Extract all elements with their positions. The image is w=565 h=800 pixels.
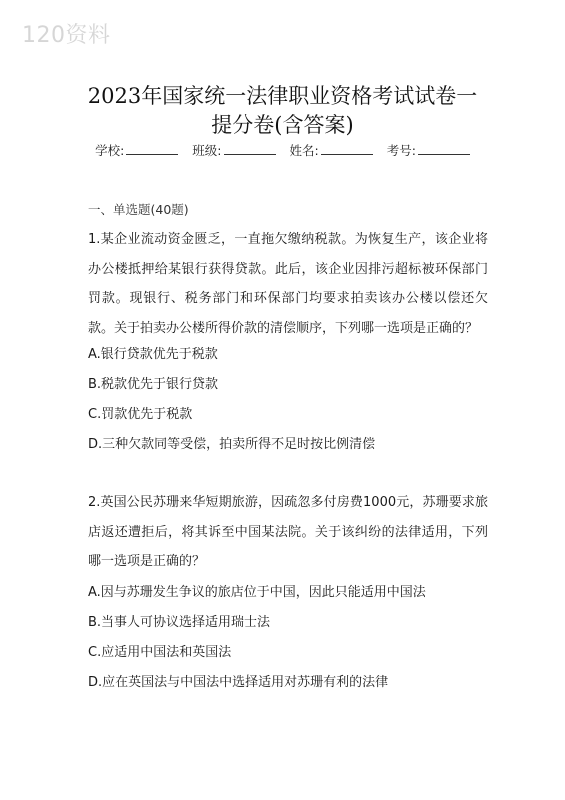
question-2-option-b: B.当事人可协议选择适用瑞士法 (88, 615, 271, 630)
class-label: 班级: (192, 143, 222, 158)
question-2-option-a: A.因与苏珊发生争议的旅店位于中国，因此只能适用中国法 (88, 585, 426, 600)
name-field (289, 143, 372, 158)
question-2-stem: 2.英国公民苏珊来华短期旅游，因疏忽多付房费1000元，苏珊要求旅店返还遭拒后，将其诉至中国某法院。关于该纠纷的法律适用，下列哪一选项是正确的？ (88, 495, 488, 569)
watermark: 120资料 (22, 23, 111, 48)
section-heading: 一、单选题(40题) (88, 202, 189, 217)
question-1-option-d: D.三种欠款同等受偿，拍卖所得不足时按比例清偿 (88, 437, 376, 452)
document-title-line-1: 2023年国家统一法律职业资格考试试卷一 (87, 84, 478, 108)
school-blank (126, 142, 178, 155)
name-label: 姓名: (289, 143, 319, 158)
student-info-row (0, 141, 565, 159)
question-1-option-a: A.银行贷款优先于税款 (88, 347, 218, 362)
question-2-option-d: D.应在英国法与中国法中选择适用对苏珊有利的法律 (88, 675, 389, 690)
exam-no-field (387, 143, 470, 158)
exam-no-label: 考号: (386, 143, 416, 158)
question-2-option-c: C.应适用中国法和英国法 (88, 645, 232, 660)
name-blank (321, 142, 373, 155)
class-field (192, 143, 275, 158)
school-field (95, 143, 178, 158)
school-label: 学校: (95, 143, 125, 158)
question-1-option-b: B.税款优先于银行贷款 (88, 377, 219, 392)
question-1-option-c: C.罚款优先于税款 (88, 407, 193, 422)
question-1-stem: 1.某企业流动资金匮乏，一直拖欠缴纳税款。为恢复生产，该企业将办公楼抵押给某银行获得贷款。此后，该企业因排污超标被环保部门罚款。现银行、税务部门和环保部门均要求拍卖该办公楼以偿还欠款。关于拍卖办公楼所得价款的清偿顺序，下列哪一选项是正确的？ (88, 232, 488, 336)
class-blank (224, 142, 276, 155)
exam-no-blank (418, 142, 470, 155)
document-title-line-2: 提分卷(含答案) (211, 113, 354, 137)
